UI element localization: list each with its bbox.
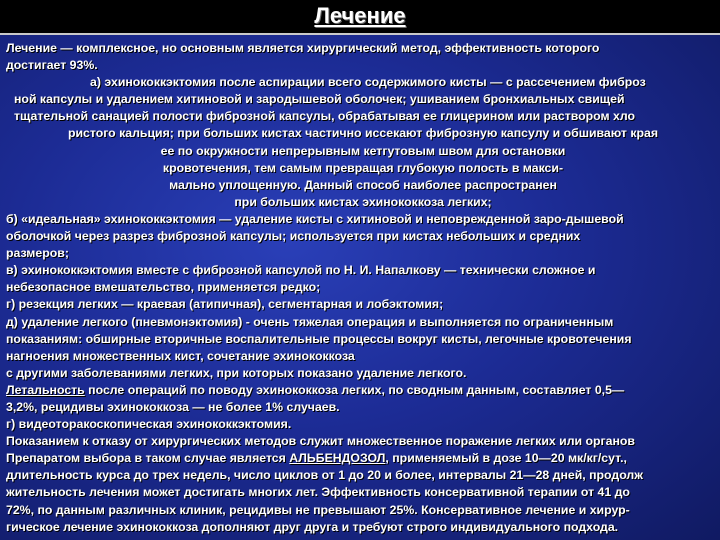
text-line: 72%, по данным различных клиник, рецидивы не превышают 25%. Консервативное лечение и хирур- xyxy=(6,502,630,517)
text-line: показаниям: обширные вторичные воспалительные процессы вокруг кисты, легочные кровотечения xyxy=(6,331,632,346)
text-line: размеров; xyxy=(6,246,69,261)
text-line: оболочкой через разрез фиброзной капсулы; используется при кистах небольших и средних xyxy=(6,229,581,244)
text-line: г) резекция легких — краевая (атипичная), сегментарная и лобэктомия; xyxy=(6,297,444,312)
text-line: нагноения множественных кист, сочетание эхинококкоза xyxy=(6,348,355,363)
text-line: ристого кальция; при больших кистах частично иссекают фиброзную капсулу и обшивают края xyxy=(67,126,659,141)
body-text xyxy=(6,40,720,540)
text-line: при больших кистах эхинококкоза легких; xyxy=(234,194,492,209)
text-line: кровотечения, тем самым превращая глубокую полость в макси- xyxy=(162,160,564,175)
text-line: б) «идеальная» эхинококкэктомия — удаление кисты с хитиновой и неповрежденной заро-дышевой xyxy=(6,211,624,226)
text-line: Показанием к отказу от хирургических методов служит множественное поражение легких или органов xyxy=(6,434,635,449)
text-line: ной капсулы и удалением хитиновой и зародышевой оболочек; ушиванием бронхиальных свищей xyxy=(14,92,625,107)
text-line: жительность лечения может достигать многих лет. Эффективность консервативной терапии от 41 до xyxy=(6,485,630,500)
text-line: 3,2%, рецидивы эхинококкоза — не более 1% случаев. xyxy=(6,399,340,414)
text-line: достигает 93%. xyxy=(6,58,98,73)
slide-title: Лечение xyxy=(314,3,406,28)
text-line: длительность курса до трех недель, число циклов от 1 до 20 и более, интервалы 21—28 дней, продолж xyxy=(6,468,643,483)
text-line: небезопасное вмешательство, применяется редко; xyxy=(6,280,321,295)
text-line: Лечение — комплексное, но основным является хирургический метод, эффективность которого xyxy=(6,41,600,55)
drug-name: АЛЬБЕНДОЗОЛ xyxy=(289,451,386,466)
mortality-line xyxy=(6,382,720,399)
text-line: гическое лечение эхинококкоза дополняют друг друга и требуют строго индивидуального подхода. xyxy=(6,519,619,534)
drug-intro: Препаратом выбора в таком случае является xyxy=(6,451,290,466)
text-line: ее по окружности непрерывным кетгутовым швом для остановки xyxy=(160,143,566,158)
text-line: д) удаление легкого (пневмонэктомия) - очень тяжелая операция и выполняется по ограниченным xyxy=(6,314,614,329)
mortality-text: после операций по поводу эхинококкоза легких, по сводным данным, составляет 0,5— xyxy=(88,382,625,397)
drug-dose: , применяемый в дозе 10—20 мк/кг/сут., xyxy=(385,451,627,466)
text-line: тщательной санацией полости фиброзной капсулы, обрабатывая ее глицерином или раствором хло xyxy=(14,109,636,124)
drug-line xyxy=(6,450,720,467)
text-line: г) видеоторакоскопическая эхинококкэктомия. xyxy=(6,417,292,432)
text-line: мально уплощенную. Данный способ наиболее распространен xyxy=(169,177,557,192)
text-line: а) эхинококкэктомия после аспирации всего содержимого кисты — с рассечением фиброз xyxy=(90,75,646,90)
mortality-label: Летальность xyxy=(6,382,85,397)
text-line: с другими заболеваниями легких, при которых показано удаление легкого. xyxy=(6,365,467,380)
text-line: в) эхинококкэктомия вместе с фиброзной капсулой по Н. И. Напалкову — технически сложное и xyxy=(6,263,596,278)
title-bar xyxy=(0,0,720,35)
